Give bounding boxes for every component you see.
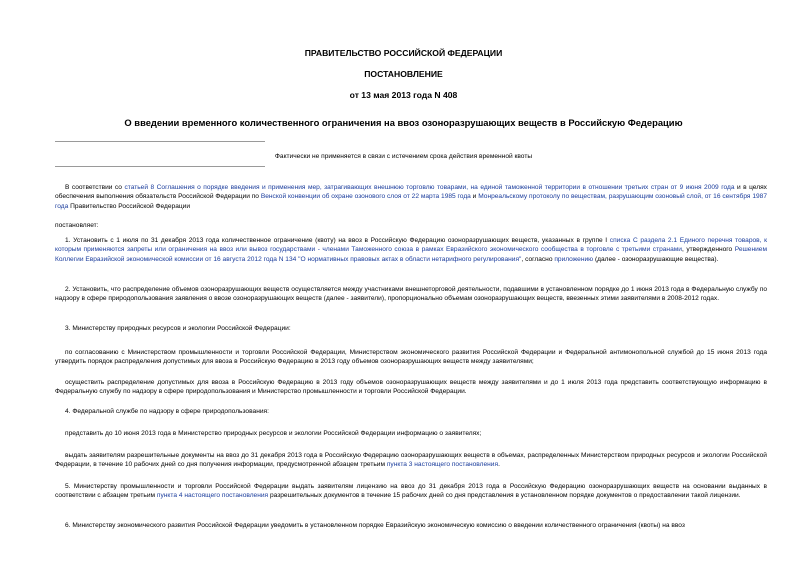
paragraph-4-item-a: представить до 10 июня 2013 года в Министерство природных ресурсов и экологии Российской Федерации информацию о заявителях; bbox=[65, 430, 482, 437]
paragraph-3-item-a: по согласованию с Министерством промышленности и торговли Российской Федерации, Министерством экономического развития Российской Федерации и Федеральной антимонопольной службой до 15 июня 2013 года утвердить порядок распределения допустимых для ввоза в Российскую Федерацию в 2013 году объемов озоноразрушающих веществ между заявителями; bbox=[55, 349, 767, 366]
paragraph-text: 5. Министерству промышленности и торговли Российской Федерации выдать заявителям лицензию на ввоз до 31 декабря 2013 года в Российскую Федерацию озоноразрушающих веществ на основании выданных в соответствии с абзацем третьим bbox=[55, 483, 767, 500]
link-agreement-article-8[interactable]: статьей 8 Соглашения о порядке введения и применения мер, затрагивающих внешнюю торговлю товарами, на единой таможенной территории в отношении третьих стран от 9 июня 2009 года bbox=[124, 184, 735, 191]
divider-top bbox=[55, 141, 265, 142]
paragraph-3-item-b: осуществить распределение допустимых для ввоза в Российскую Федерацию в 2013 году объемов озоноразрушающих веществ между заявителями и до 1 июля 2013 года представить соответствующую информацию в Федеральную службу по надзору в сфере природопользования и Министерство промышленности и торговли Российской Федерации. bbox=[55, 379, 767, 396]
date-number-heading: от 13 мая 2013 года N 408 bbox=[349, 90, 458, 100]
preamble-paragraph bbox=[55, 183, 767, 211]
paragraph-2: 2. Установить, что распределение объемов озоноразрушающих веществ осуществляется между участниками внешнеторговой деятельности, подавшими в установленном порядке до 1 июня 2013 года в Федеральную службу по надзору в сфере природопользования заявления о ввозе озоноразрушающих веществ (далее - заявители), пропорционально объемам озоноразрушающих веществ, ввезенных этими заявителями в 2008-2012 годах. bbox=[55, 286, 767, 303]
link-paragraph-4[interactable]: пункта 4 настоящего постановления bbox=[156, 492, 269, 500]
link-appendix[interactable]: приложению bbox=[554, 255, 594, 263]
document-type-heading: ПОСТАНОВЛЕНИЕ bbox=[364, 69, 443, 79]
paragraph-1 bbox=[55, 236, 767, 264]
paragraph-text: , согласно bbox=[521, 255, 555, 263]
status-note: Фактически не применяется в связи с истечением срока действия временной квоты bbox=[274, 153, 533, 160]
paragraph-6: 6. Министерству экономического развития Российской Федерации уведомить в установленном порядке Евразийскую экономическую комиссию о введении количественного ограничения (квоты) на ввоз bbox=[65, 522, 685, 529]
paragraph-3: 3. Министерству природных ресурсов и экологии Российской Федерации: bbox=[65, 325, 291, 332]
paragraph-text: , утвержденного bbox=[681, 246, 735, 254]
link-unified-list-goods[interactable]: списка C раздела 2.1 Единого перечня товаров, к которым применяются запреты или ограничения на ввоз или вывоз государствами - членами Таможенного союза в рамках Евразийского экономического сообщества в торговле с третьими странами bbox=[55, 237, 768, 254]
paragraph-text: (далее - озоноразрушающие вещества). bbox=[593, 255, 719, 263]
paragraph-4-item-b bbox=[55, 451, 767, 470]
divider-bottom bbox=[55, 166, 265, 167]
paragraph-text: 1. Установить с 1 июля по 31 декабря 2013 года количественное ограничение (квоту) на ввоз в Российскую Федерацию озоноразрушающих веществ, указанных в группе I bbox=[65, 237, 610, 244]
preamble-text: В соответствии со bbox=[65, 184, 125, 191]
paragraph-text: разрешительных документов в течение 15 рабочих дней со дня представления в установленном порядке документов о предоставлении такой лицензии. bbox=[268, 492, 741, 500]
link-montreal-protocol[interactable]: Монреальскому протоколу по веществам, разрушающим озоновый слой, от 16 сентября 1987 года bbox=[55, 193, 767, 210]
resolves-label: постановляет: bbox=[55, 222, 99, 229]
link-vienna-convention[interactable]: Венской конвенции об охране озонового слоя от 22 марта 1985 года bbox=[260, 193, 471, 201]
preamble-text: Правительство Российской Федерации bbox=[68, 202, 191, 210]
document-title: О введении временного количественного ограничения на ввоз озоноразрушающих веществ в Российскую Федерацию bbox=[124, 117, 683, 128]
paragraph-4: 4. Федеральной службе по надзору в сфере природопользования: bbox=[65, 408, 269, 415]
issuer-heading: ПРАВИТЕЛЬСТВО РОССИЙСКОЙ ФЕДЕРАЦИИ bbox=[304, 48, 503, 58]
preamble-text: и bbox=[470, 193, 479, 201]
preamble-text: и в целях обеспечения выполнения обязательств Российской Федерации по bbox=[55, 184, 767, 201]
paragraph-5 bbox=[55, 482, 767, 501]
paragraph-text: выдать заявителям разрешительные документы на ввоз до 31 декабря 2013 года в Российскую Федерацию озоноразрушающих веществ в объемах, распределенных Министерством природных ресурсов и экологии Российской Федерации, в течение 10 рабочих дней со дня получения информации, предусмотренной абзацем третьим bbox=[55, 452, 767, 469]
link-paragraph-3[interactable]: пункта 3 настоящего постановления bbox=[386, 461, 499, 469]
link-eec-decision-134[interactable]: Решением Коллегии Евразийской экономической комиссии от 16 августа 2012 года N 134 "О нормативных правовых актах в области нетарифного регулирования" bbox=[55, 246, 767, 263]
paragraph-text: . bbox=[498, 461, 500, 469]
